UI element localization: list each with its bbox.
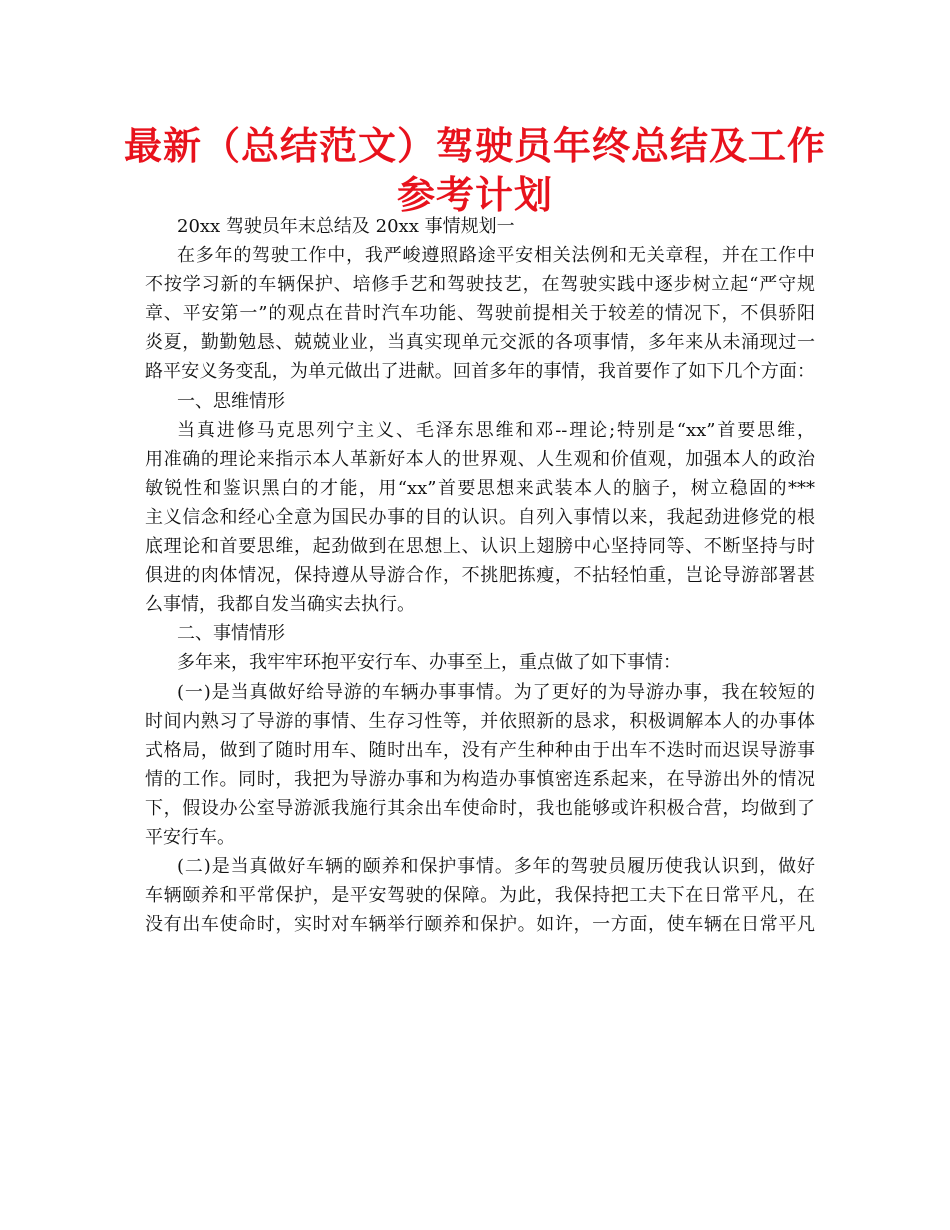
- paragraph-line: 么事情，我都自发当确实去执行。: [145, 594, 415, 616]
- section-heading: 二、事情情形: [177, 623, 285, 645]
- paragraph-line: 时间内熟习了导游的事情、生存习性等，并依照新的恳求，积极调解本人的办事体: [145, 710, 815, 732]
- paragraph-line: 主义信念和经心全意为国民办事的目的认识。自列入事情以来，我起劲进修党的根: [145, 506, 815, 528]
- paragraph-line: 没有出车使命时，实时对车辆举行颐养和保护。如许，一方面，使车辆在日常平凡: [145, 914, 815, 936]
- paragraph-line: 式格局，做到了随时用车、随时出车，没有产生种种由于出车不迭时而迟误导游事: [145, 739, 815, 761]
- document-title-line-2: 参考计划: [396, 173, 553, 217]
- paragraph-line: 平安行车。: [145, 826, 235, 848]
- paragraph-line: 底理论和首要思维，起劲做到在思想上、认识上翅膀中心坚持同等、不断坚持与时: [145, 536, 815, 558]
- paragraph-line: (一)是当真做好给导游的车辆办事事情。为了更好的为导游办事，我在较短的: [177, 681, 815, 703]
- paragraph-line: 章、平安第一”的观点在昔时汽车功能、驾驶前提相关于较差的情况下，不俱骄阳: [145, 303, 815, 325]
- paragraph-line: 用准确的理论来指示本人革新好本人的世界观、人生观和价值观，加强本人的政治: [145, 448, 815, 470]
- paragraph-line: 当真进修马克思列宁主义、毛泽东思维和邓--理论;特别是“xx”首要思维，: [177, 419, 815, 441]
- section-heading: 一、思维情形: [177, 390, 285, 412]
- paragraph-line: 多年来，我牢牢环抱平安行车、办事至上，重点做了如下事情：: [177, 652, 681, 674]
- subtitle-line: 20xx 驾驶员年末总结及 20xx 事情规划一: [177, 216, 515, 237]
- paragraph-line: 炎夏，勤勤勉恳、兢兢业业，当真实现单元交派的各项事情，多年来从未涌现过一: [145, 332, 815, 354]
- paragraph-line: 路平安义务变乱，为单元做出了进献。回首多年的事情，我首要作了如下几个方面：: [145, 361, 815, 383]
- document-title-line-1: 最新（总结范文）驾驶员年终总结及工作: [123, 124, 826, 168]
- paragraph-line: 不按学习新的车辆保护、培修手艺和驾驶技艺，在驾驶实践中逐步树立起“严守规: [145, 274, 815, 296]
- paragraph-line: 敏锐性和鉴识黑白的才能，用“xx”首要思想来武装本人的脑子，树立稳固的***: [145, 477, 815, 499]
- paragraph-line: 情的工作。同时，我把为导游办事和为构造办事慎密连系起来，在导游出外的情况: [145, 768, 815, 790]
- paragraph-line: 车辆颐养和平常保护，是平安驾驶的保障。为此，我保持把工夫下在日常平凡，在: [145, 885, 815, 907]
- paragraph-line: 下，假设办公室导游派我施行其余出车使命时，我也能够或许积极合营，均做到了: [145, 797, 815, 819]
- paragraph-line: (二)是当真做好车辆的颐养和保护事情。多年的驾驶员履历使我认识到，做好: [177, 856, 815, 878]
- paragraph-line: 俱进的肉体情况，保持遵从导游合作，不挑肥拣瘦，不拈轻怕重，岂论导游部署甚: [145, 565, 815, 587]
- document-body: [145, 212, 815, 939]
- paragraph-line: 在多年的驾驶工作中，我严峻遵照路途平安相关法例和无关章程，并在工作中: [177, 245, 815, 267]
